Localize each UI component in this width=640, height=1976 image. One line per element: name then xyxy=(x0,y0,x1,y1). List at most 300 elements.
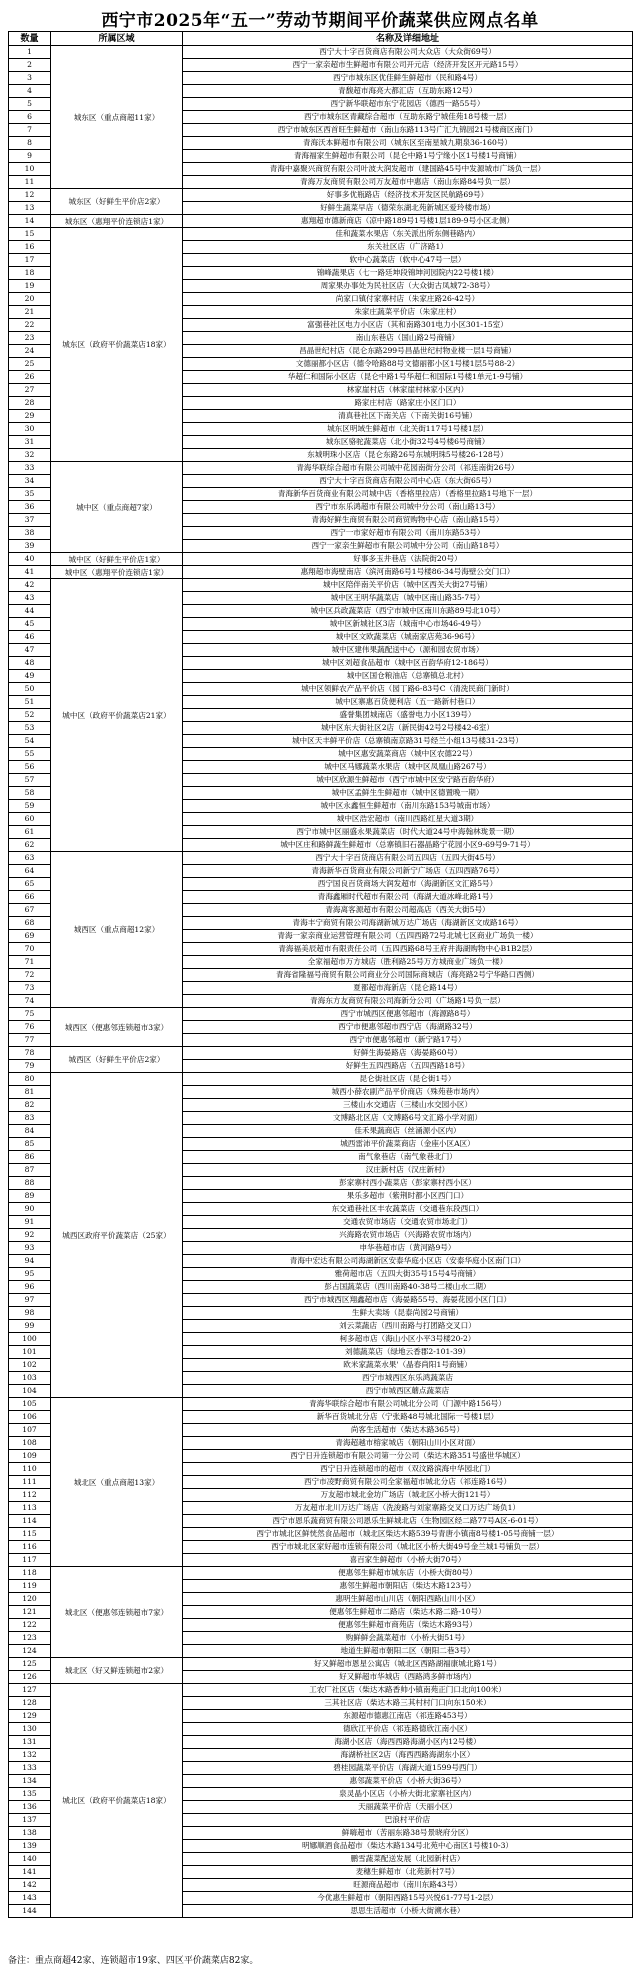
outlet-name: 麦穗生鲜超市（北苑新村7号） xyxy=(183,1866,633,1879)
row-number: 86 xyxy=(9,1151,51,1164)
row-number: 140 xyxy=(9,1853,51,1866)
row-number: 125 xyxy=(9,1658,51,1671)
table-row xyxy=(9,852,633,865)
row-number: 1 xyxy=(9,46,51,59)
outlet-name: 刘云菜蔬店（西川南路与打团路交叉口） xyxy=(183,1320,633,1333)
outlet-name: 好又鲜超市华城店（西路鸿多鲜市场内） xyxy=(183,1671,633,1684)
row-number: 128 xyxy=(9,1697,51,1710)
row-number: 54 xyxy=(9,735,51,748)
outlet-name: 城中区文欧蔬菜店（城南家店苑36-96号） xyxy=(183,631,633,644)
outlet-name: 城东区明域生鲜超市（北关街117号1号楼1层） xyxy=(183,423,633,436)
outlet-name: 林家崖村店（林家崖村林家小区内） xyxy=(183,384,633,397)
row-number: 117 xyxy=(9,1554,51,1567)
district-cell: 城东区（惠翔平价连锁店1家） xyxy=(51,215,183,228)
row-number: 52 xyxy=(9,709,51,722)
row-number: 87 xyxy=(9,1164,51,1177)
row-number: 10 xyxy=(9,163,51,176)
outlet-name: 尚家口镇付家寨村店（朱家庄路26-42号） xyxy=(183,293,633,306)
outlet-name: 清真巷社区下南关店（下南关街16号铺） xyxy=(183,410,633,423)
outlet-name: 青海华联综合超市有限公司城北分公司（门源中路156号） xyxy=(183,1398,633,1411)
outlet-name: 西宁市城北区家好超市连锁有限公司（城北区小桥大街49号金兰城1号铺负一层） xyxy=(183,1541,633,1554)
outlet-name: 青海新华百货商业有限公司城中店（香格里拉店）（香格里拉路1号地下一层） xyxy=(183,488,633,501)
outlet-name: 青海华联综合超市有限公司城中花园南街分公司（祁连南街26号） xyxy=(183,462,633,475)
header-seq: 数量 xyxy=(9,32,51,46)
outlet-name: 雅荷超市店（五四大街35号15号4号商铺） xyxy=(183,1268,633,1281)
row-number: 66 xyxy=(9,891,51,904)
row-number: 30 xyxy=(9,423,51,436)
row-number: 131 xyxy=(9,1736,51,1749)
outlet-name: 城中区浩宏超市（南川西路红星大道3期） xyxy=(183,813,633,826)
row-number: 143 xyxy=(9,1892,51,1905)
outlet-name: 西宁市东乐鸿超市有限公司城中分公司（南山路13号） xyxy=(183,501,633,514)
row-number: 105 xyxy=(9,1398,51,1411)
outlet-name: 旺源商品超市（南川东路43号） xyxy=(183,1879,633,1892)
outlet-name: 全家福超市万方城店（胜利路25号万方城商业广场负一楼） xyxy=(183,956,633,969)
outlet-name: 柯多超市店（海山小区小平3号楼20-2） xyxy=(183,1333,633,1346)
outlet-name: 青海一家亲商业运营管理有限公司（五四西路72号北城七区商业广场负一楼） xyxy=(183,930,633,943)
outlet-name: 西宁市城西区东乐鸿蔬菜店 xyxy=(183,1372,633,1385)
row-number: 26 xyxy=(9,371,51,384)
outlet-name: 盛誉集团城南店（盛誉电力小区139号） xyxy=(183,709,633,722)
outlet-name: 惠邻生鲜超市朝阳店（柴达木路123号） xyxy=(183,1580,633,1593)
outlet-name: 新华百货城北分店（宁张路48号城北国际一号楼1层） xyxy=(183,1411,633,1424)
row-number: 134 xyxy=(9,1775,51,1788)
outlet-name: 西宁市城东区西首旺生鲜超市（南山东路113号广汇九锦园21号楼商区南门） xyxy=(183,124,633,137)
outlet-name: 惠翔超市德新商店（凉中路189号1号楼1层189-9号小区北侧） xyxy=(183,215,633,228)
row-number: 136 xyxy=(9,1801,51,1814)
outlet-name: 碧桂园蔬菜平价店（海湖大道1599号西门） xyxy=(183,1762,633,1775)
outlet-name: 西宁新华联超市东宁花园店（德西一路55号） xyxy=(183,98,633,111)
outlet-name: 青馥超市海亮大都汇店（互助东路12号） xyxy=(183,85,633,98)
outlet-name: 夏都超市海新店（昆仑路14号） xyxy=(183,982,633,995)
row-number: 72 xyxy=(9,969,51,982)
row-number: 126 xyxy=(9,1671,51,1684)
outlet-name: 城中区永鑫恒生鲜超市（南川东路153号城南市场） xyxy=(183,800,633,813)
row-number: 43 xyxy=(9,592,51,605)
outlet-name: 便惠邻生鲜超市城东店（小桥大街80号） xyxy=(183,1567,633,1580)
table-row xyxy=(9,46,633,59)
row-number: 100 xyxy=(9,1333,51,1346)
row-number: 57 xyxy=(9,774,51,787)
outlet-name: 青海省隆福号商贸有限公司商业分公司国际商城店（海亮路2号宁华路口西侧） xyxy=(183,969,633,982)
outlet-name: 城中区庄和路鲜蔬生鲜超市（总寨镇旧石器晶路宁花园小区9-69号9-71号） xyxy=(183,839,633,852)
table-row xyxy=(9,462,633,475)
outlet-name: 西宁国良百货商场大润发超市（海湖新区文汇路5号） xyxy=(183,878,633,891)
outlet-name: 城中区马娜蔬菜水果店（城中区凤凰山路267号） xyxy=(183,761,633,774)
table-row xyxy=(9,228,633,241)
row-number: 70 xyxy=(9,943,51,956)
outlet-name: 西宁大十字百货商店有限公司大众店（大众街69号） xyxy=(183,46,633,59)
row-number: 45 xyxy=(9,618,51,631)
row-number: 123 xyxy=(9,1632,51,1645)
outlet-name: 青海超越市榕家城店（朝阳山川小区对面） xyxy=(183,1437,633,1450)
outlet-name: 申华巷超市店（黄河路9号） xyxy=(183,1242,633,1255)
outlet-name: 便惠邻生鲜超市二路店（柴达木路二路-10号） xyxy=(183,1606,633,1619)
row-number: 104 xyxy=(9,1385,51,1398)
row-number: 44 xyxy=(9,605,51,618)
row-number: 67 xyxy=(9,904,51,917)
row-number: 47 xyxy=(9,644,51,657)
outlet-name: 东交通巷社区丰农蔬菜店（交通巷东段西口） xyxy=(183,1203,633,1216)
outlet-name: 青海中宏达有限公司海湖新区安泰华庭小区店（安泰华庭小区南门口） xyxy=(183,1255,633,1268)
table-row xyxy=(9,215,633,228)
row-number: 95 xyxy=(9,1268,51,1281)
row-number: 20 xyxy=(9,293,51,306)
outlet-name: 西宁市凌野商贸有限公司全家福超市城北分店（祁连路16号） xyxy=(183,1476,633,1489)
outlet-name: 地道生鲜超市朝阳二区（朝阳二巷3号） xyxy=(183,1645,633,1658)
row-number: 133 xyxy=(9,1762,51,1775)
outlet-name: 西宁大十字百货商店有限公司中心店（东大街65号） xyxy=(183,475,633,488)
row-number: 107 xyxy=(9,1424,51,1437)
outlet-name: 刘德蔬菜店（绿地云香郡2-101-39） xyxy=(183,1346,633,1359)
table-row xyxy=(9,1398,633,1411)
district-cell: 城中区（惠翔平价连锁店1家） xyxy=(51,566,183,579)
outlet-name: 城中区兵政蔬菜店（西宁市城中区南川东路89号北10号） xyxy=(183,605,633,618)
row-number: 96 xyxy=(9,1281,51,1294)
outlet-name: 西宁市城西区蘑点蔬菜店 xyxy=(183,1385,633,1398)
outlet-table xyxy=(8,31,633,1918)
row-number: 12 xyxy=(9,189,51,202)
district-cell: 城北区（政府平价蔬菜店18家） xyxy=(51,1684,183,1918)
outlet-name: 西宁市城北区鲜恍然食品超市（城北区柴达木路539号青唐小镇南8号楼1-05号商铺一层） xyxy=(183,1528,633,1541)
outlet-name: 惠翔超市海壁南店（滨河南路6号1号楼86-34号海壁公交门口） xyxy=(183,566,633,579)
row-number: 111 xyxy=(9,1476,51,1489)
outlet-name: 西宁市城东区优佳鲜生鲜超市（民和路4号） xyxy=(183,72,633,85)
outlet-name: 汉庄新村店（汉庄新村） xyxy=(183,1164,633,1177)
outlet-name: 城中区国仓粮油店（总寨镇总北村） xyxy=(183,670,633,683)
outlet-name: 海湖小区店（海西西路海湖小区内12号楼） xyxy=(183,1736,633,1749)
row-number: 92 xyxy=(9,1229,51,1242)
table-row xyxy=(9,579,633,592)
row-number: 90 xyxy=(9,1203,51,1216)
outlet-name: 青海鑫厢时代超市有限公司（海湖大道冰峰北路1号） xyxy=(183,891,633,904)
outlet-name: 青海沃本鲜超市有限公司（城东区至南星城九期泉36-160号） xyxy=(183,137,633,150)
header-district: 所属区域 xyxy=(51,32,183,46)
outlet-name: 工农厂社区店（柴达木路香帅小镇南苑正门口北向100米） xyxy=(183,1684,633,1697)
district-cell: 城西区（好鲜生平价店2家） xyxy=(51,1047,183,1073)
row-number: 82 xyxy=(9,1099,51,1112)
row-number: 14 xyxy=(9,215,51,228)
page-title: 西宁市2025年“五一”劳动节期间平价蔬菜供应网点名单 xyxy=(101,11,539,31)
row-number: 121 xyxy=(9,1606,51,1619)
row-number: 62 xyxy=(9,839,51,852)
district-cell: 城东区（好鲜生平价店2家） xyxy=(51,189,183,215)
outlet-name: 青海离客源超市有限公司超高店（西关大街5号） xyxy=(183,904,633,917)
row-number: 116 xyxy=(9,1541,51,1554)
row-number: 73 xyxy=(9,982,51,995)
row-number: 63 xyxy=(9,852,51,865)
outlet-name: 昌晶世纪村店（昆仑东路299号昌晶世纪村物业楼一层1号商铺） xyxy=(183,345,633,358)
row-number: 99 xyxy=(9,1320,51,1333)
outlet-name: 城中区东大街社区2店（新民街42号2号楼42-6室） xyxy=(183,722,633,735)
row-number: 81 xyxy=(9,1086,51,1099)
outlet-name: 好又鲜超市恩星公寓店（城北区西路湖福康城北路1号） xyxy=(183,1658,633,1671)
row-number: 130 xyxy=(9,1723,51,1736)
outlet-name: 明娜顺酒食品超市（柴达木路134号北苑中心南区1号楼10-3） xyxy=(183,1840,633,1853)
outlet-name: 青海新华百货商业有限公司新宁广场店（五四西路76号） xyxy=(183,865,633,878)
outlet-name: 城中区王明华蔬菜店（城中区南山路35-7号） xyxy=(183,592,633,605)
row-number: 115 xyxy=(9,1528,51,1541)
district-cell: 城北区（好又鲜连锁超市2家） xyxy=(51,1658,183,1684)
row-number: 32 xyxy=(9,449,51,462)
outlet-name: 青海好鲜生商贸有限公司商贸购物中心店（南山路15号） xyxy=(183,514,633,527)
row-number: 5 xyxy=(9,98,51,111)
outlet-name: 城中区新城社区3店（城南中心市场46-49号） xyxy=(183,618,633,631)
row-number: 60 xyxy=(9,813,51,826)
outlet-name: 欧米家蔬菜水果'（晶春尚阳1号商铺） xyxy=(183,1359,633,1372)
outlet-name: 青海东方友商贸有限公司海新分公司（广场路1号负一层） xyxy=(183,995,633,1008)
outlet-name: 东城明珠小区店（昆仑东路26号东城明珠5号楼26-128号） xyxy=(183,449,633,462)
row-number: 50 xyxy=(9,683,51,696)
row-number: 69 xyxy=(9,930,51,943)
outlet-name: 城中区天丰鲜平价店（总寨镇南京路31号经兰小组13号楼31-23号） xyxy=(183,735,633,748)
row-number: 138 xyxy=(9,1827,51,1840)
row-number: 36 xyxy=(9,501,51,514)
row-number: 113 xyxy=(9,1502,51,1515)
outlet-name: 城中区欣源生鲜超市（西宁市城中区安宁路百韵华府） xyxy=(183,774,633,787)
outlet-name: 青海万友商贸有限公司万友超市中惠店（南山东路84号负一层） xyxy=(183,176,633,189)
row-number: 98 xyxy=(9,1307,51,1320)
outlet-name: 西宁市便惠邻超市西宁店（海湖路32号） xyxy=(183,1021,633,1034)
row-number: 65 xyxy=(9,878,51,891)
row-number: 7 xyxy=(9,124,51,137)
row-number: 97 xyxy=(9,1294,51,1307)
outlet-name: 佳和蔬菜水果店（东关派出所东侧巷路内） xyxy=(183,228,633,241)
outlet-name: 万友超市北川万达广场店（洗浚路与刘家寨路交叉口万达广场负1） xyxy=(183,1502,633,1515)
row-number: 41 xyxy=(9,566,51,579)
outlet-name: 路家庄村店（路家庄小区门口） xyxy=(183,397,633,410)
row-number: 68 xyxy=(9,917,51,930)
row-number: 48 xyxy=(9,657,51,670)
row-number: 94 xyxy=(9,1255,51,1268)
outlet-name: 城东区骆驼蔬菜店（北小街32号4号楼6号商铺） xyxy=(183,436,633,449)
outlet-name: 鲜嗨超市（苦丽东路38号景晓府分区） xyxy=(183,1827,633,1840)
outlet-name: 南山东巷店（国山路2号商铺） xyxy=(183,332,633,345)
row-number: 46 xyxy=(9,631,51,644)
table-body xyxy=(9,46,633,1918)
district-cell: 城西区（重点商超12家） xyxy=(51,852,183,1008)
row-number: 139 xyxy=(9,1840,51,1853)
row-number: 74 xyxy=(9,995,51,1008)
outlet-name: 德欣江平价店（祁连路德欣江南小区） xyxy=(183,1723,633,1736)
outlet-name: 朱家庄蔬菜平价店（朱家庄村） xyxy=(183,306,633,319)
outlet-name: 彭家寨村西小蔬菜店（彭家寨村西小区） xyxy=(183,1177,633,1190)
row-number: 19 xyxy=(9,280,51,293)
district-cell: 城中区（好鲜生平价店1家） xyxy=(51,553,183,566)
outlet-name: 城中区孟鲜生生鲜超市（城中区德置晚一期） xyxy=(183,787,633,800)
row-number: 124 xyxy=(9,1645,51,1658)
row-number: 119 xyxy=(9,1580,51,1593)
outlet-name: 惠明生鲜超市山川店（朝阳西路山川小区） xyxy=(183,1593,633,1606)
outlet-name: 西宁日升连锁超市的超市（双汶路滨海中华园北门） xyxy=(183,1463,633,1476)
row-number: 39 xyxy=(9,540,51,553)
outlet-name: 佳禾果蔬商店（丝涌源小区内） xyxy=(183,1125,633,1138)
outlet-name: 文德丽都小区店（德令哈路88号文德丽都小区1号楼1层5号88-2） xyxy=(183,358,633,371)
table-row xyxy=(9,1047,633,1060)
row-number: 75 xyxy=(9,1008,51,1021)
row-number: 51 xyxy=(9,696,51,709)
row-number: 144 xyxy=(9,1905,51,1918)
row-number: 2 xyxy=(9,59,51,72)
table-row xyxy=(9,1073,633,1086)
row-number: 129 xyxy=(9,1710,51,1723)
outlet-name: 三其社区店（柴达木路三其村村门口向东150米） xyxy=(183,1697,633,1710)
row-number: 4 xyxy=(9,85,51,98)
outlet-name: 青海福家生鲜超市有限公司（昆仑中路1号宁缘小区1号楼1号商铺） xyxy=(183,150,633,163)
outlet-name: 西宁市城东区青藏综合超市（互助东路宁城佳苑18号楼一层） xyxy=(183,111,633,124)
outlet-name: 南气象巷店（南气象巷北门） xyxy=(183,1151,633,1164)
outlet-name: 好鲜生海晏路店（海晏路60号） xyxy=(183,1047,633,1060)
row-number: 35 xyxy=(9,488,51,501)
row-number: 23 xyxy=(9,332,51,345)
outlet-name: 便惠邻生鲜超市商苑店（柴达木路93号） xyxy=(183,1619,633,1632)
district-cell: 城西区政府平价蔬菜店（25家） xyxy=(51,1073,183,1398)
outlet-name: 鹏雪蔬菜配送发展（北园新村店） xyxy=(183,1853,633,1866)
row-number: 79 xyxy=(9,1060,51,1073)
outlet-name: 购鲜鲜会蔬菜超市（小桥大街51号） xyxy=(183,1632,633,1645)
district-cell: 城中区（重点商超7家） xyxy=(51,462,183,553)
table-row xyxy=(9,1008,633,1021)
outlet-name: 西宁一家亲超市生鲜超市有限公司开元店（经济开发区开元路15号） xyxy=(183,59,633,72)
row-number: 64 xyxy=(9,865,51,878)
outlet-name: 巴浪村平价店 xyxy=(183,1814,633,1827)
row-number: 56 xyxy=(9,761,51,774)
district-cell: 城中区（政府平价蔬菜店21家） xyxy=(51,579,183,852)
header-outlet: 名称及详细地址 xyxy=(183,32,633,46)
outlet-name: 西宁一市家好超市有限公司（南川东路53号） xyxy=(183,527,633,540)
row-number: 33 xyxy=(9,462,51,475)
district-cell: 城东区（重点商超11家） xyxy=(51,46,183,189)
row-number: 80 xyxy=(9,1073,51,1086)
row-number: 135 xyxy=(9,1788,51,1801)
outlet-name: 西宁市便惠邻超市（新宁路17号） xyxy=(183,1034,633,1047)
row-number: 17 xyxy=(9,254,51,267)
outlet-name: 生鲜大卖场（昆泰尚园2号商铺） xyxy=(183,1307,633,1320)
outlet-name: 东关社区店（广济路1） xyxy=(183,241,633,254)
row-number: 127 xyxy=(9,1684,51,1697)
row-number: 42 xyxy=(9,579,51,592)
outlet-name: 果乐多超市（紫荆时都小区西门口） xyxy=(183,1190,633,1203)
row-number: 110 xyxy=(9,1463,51,1476)
district-cell: 城西区（便惠邻连锁超市3家） xyxy=(51,1008,183,1047)
row-number: 31 xyxy=(9,436,51,449)
outlet-name: 喜百家生鲜超市（小桥大街70号） xyxy=(183,1554,633,1567)
row-number: 55 xyxy=(9,748,51,761)
table-row xyxy=(9,189,633,202)
row-number: 103 xyxy=(9,1372,51,1385)
district-cell: 城东区（政府平价蔬菜店18家） xyxy=(51,228,183,462)
row-number: 29 xyxy=(9,410,51,423)
row-number: 137 xyxy=(9,1814,51,1827)
row-number: 11 xyxy=(9,176,51,189)
outlet-name: 西宁市城西区便惠邻超市（海源路8号） xyxy=(183,1008,633,1021)
district-cell: 城北区（便惠邻连锁超市7家） xyxy=(51,1567,183,1658)
outlet-name: 城西雷沛平价蔬菜商店（金座小区A区） xyxy=(183,1138,633,1151)
row-number: 71 xyxy=(9,956,51,969)
outlet-name: 青海福美辰超市有限责任公司（五四西路68号王府井海湖购物中心B1B2层） xyxy=(183,943,633,956)
outlet-name: 青海中嘉聚兴商贸有限公司叶波大润发超市（建国路45号中发源城市广场负一层） xyxy=(183,163,633,176)
row-number: 8 xyxy=(9,137,51,150)
row-number: 24 xyxy=(9,345,51,358)
row-number: 84 xyxy=(9,1125,51,1138)
row-number: 6 xyxy=(9,111,51,124)
row-number: 102 xyxy=(9,1359,51,1372)
outlet-name: 惠邻蔬菜平价店（小桥大街36号） xyxy=(183,1775,633,1788)
row-number: 53 xyxy=(9,722,51,735)
outlet-name: 城中区寨惠百货便利店（五一路新村巷口） xyxy=(183,696,633,709)
outlet-name: 西宁一家亲生鲜超市有限公司城中分公司（南山路18号） xyxy=(183,540,633,553)
row-number: 106 xyxy=(9,1411,51,1424)
row-number: 37 xyxy=(9,514,51,527)
outlet-name: 城中区领鲜农产品平价店（园丁路6-83号C（清洗民商门新时） xyxy=(183,683,633,696)
table-row xyxy=(9,1567,633,1580)
outlet-name: 西宁市恩乐蔬商贸有限公司恩乐生鲜城北店（生物园区经二路77号A区-6-01号） xyxy=(183,1515,633,1528)
outlet-name: 文博路北区店（文博路6号文汇路小学对面） xyxy=(183,1112,633,1125)
outlet-name: 富强巷社区电力小区店（其和南路301电力小区301-15室） xyxy=(183,319,633,332)
outlet-name: 周家果办事处为民社区店（大众街古凤城72-38号） xyxy=(183,280,633,293)
outlet-name: 三楼山水交通店（三楼山水交园小区） xyxy=(183,1099,633,1112)
outlet-name: 华超仁和国际小区店（昆仑中路1号华超仁和国际1号楼1单元1-9号铺） xyxy=(183,371,633,384)
district-cell: 城北区（重点商超13家） xyxy=(51,1398,183,1567)
row-number: 22 xyxy=(9,319,51,332)
outlet-name: 彭占国蔬菜店（西川南路40-38号二楼山水二期） xyxy=(183,1281,633,1294)
outlet-name: 昆仑街社区店（昆仑街1号） xyxy=(183,1073,633,1086)
outlet-name: 好鲜生蔬菜早店（德荣东湖北苑新城区爱玲楼市场） xyxy=(183,202,633,215)
row-number: 34 xyxy=(9,475,51,488)
row-number: 61 xyxy=(9,826,51,839)
row-number: 83 xyxy=(9,1112,51,1125)
row-number: 93 xyxy=(9,1242,51,1255)
row-number: 49 xyxy=(9,670,51,683)
row-number: 3 xyxy=(9,72,51,85)
outlet-name: 城中区惠安蔬菜商店（城中区农德22号） xyxy=(183,748,633,761)
table-row xyxy=(9,1684,633,1697)
row-number: 13 xyxy=(9,202,51,215)
row-number: 141 xyxy=(9,1866,51,1879)
table-row xyxy=(9,1658,633,1671)
outlet-name: 软中心蔬菜店（软中心47号一层） xyxy=(183,254,633,267)
table-row xyxy=(9,553,633,566)
row-number: 120 xyxy=(9,1593,51,1606)
outlet-name: 泉灵晶小区店（小桥大街北家寨社区内） xyxy=(183,1788,633,1801)
outlet-name: 天丽蔬菜平价店（天丽小区） xyxy=(183,1801,633,1814)
outlet-name: 海湖桥社区2店（海西西路海湖东小区） xyxy=(183,1749,633,1762)
row-number: 28 xyxy=(9,397,51,410)
outlet-name: 青海丰宁商贸有限公司海湖新城万达广场店（海湖新区文成路16号） xyxy=(183,917,633,930)
row-number: 40 xyxy=(9,553,51,566)
outlet-name: 尚客生活超市（柴达木路365号） xyxy=(183,1424,633,1437)
row-number: 58 xyxy=(9,787,51,800)
outlet-name: 万友超市城北金坊广场店（城北区小桥大街121号） xyxy=(183,1489,633,1502)
outlet-name: 城中区刘超食品超市（城中区百韵华府12-186号） xyxy=(183,657,633,670)
row-number: 77 xyxy=(9,1034,51,1047)
row-number: 9 xyxy=(9,150,51,163)
row-number: 25 xyxy=(9,358,51,371)
row-number: 91 xyxy=(9,1216,51,1229)
row-number: 132 xyxy=(9,1749,51,1762)
row-number: 109 xyxy=(9,1450,51,1463)
row-number: 112 xyxy=(9,1489,51,1502)
row-number: 122 xyxy=(9,1619,51,1632)
table-header-row xyxy=(9,32,633,46)
outlet-name: 城中区建伟果蔬配送中心（源和园农贸市场） xyxy=(183,644,633,657)
outlet-name: 思思生活超市（小桥大街溯水巷） xyxy=(183,1905,633,1918)
row-number: 88 xyxy=(9,1177,51,1190)
row-number: 108 xyxy=(9,1437,51,1450)
outlet-name: 东源超市德惠江南店（祁连路453号） xyxy=(183,1710,633,1723)
outlet-name: 锦峰蔬果店（七一路廷坤段锦坤河园院内22号楼1楼） xyxy=(183,267,633,280)
row-number: 76 xyxy=(9,1021,51,1034)
